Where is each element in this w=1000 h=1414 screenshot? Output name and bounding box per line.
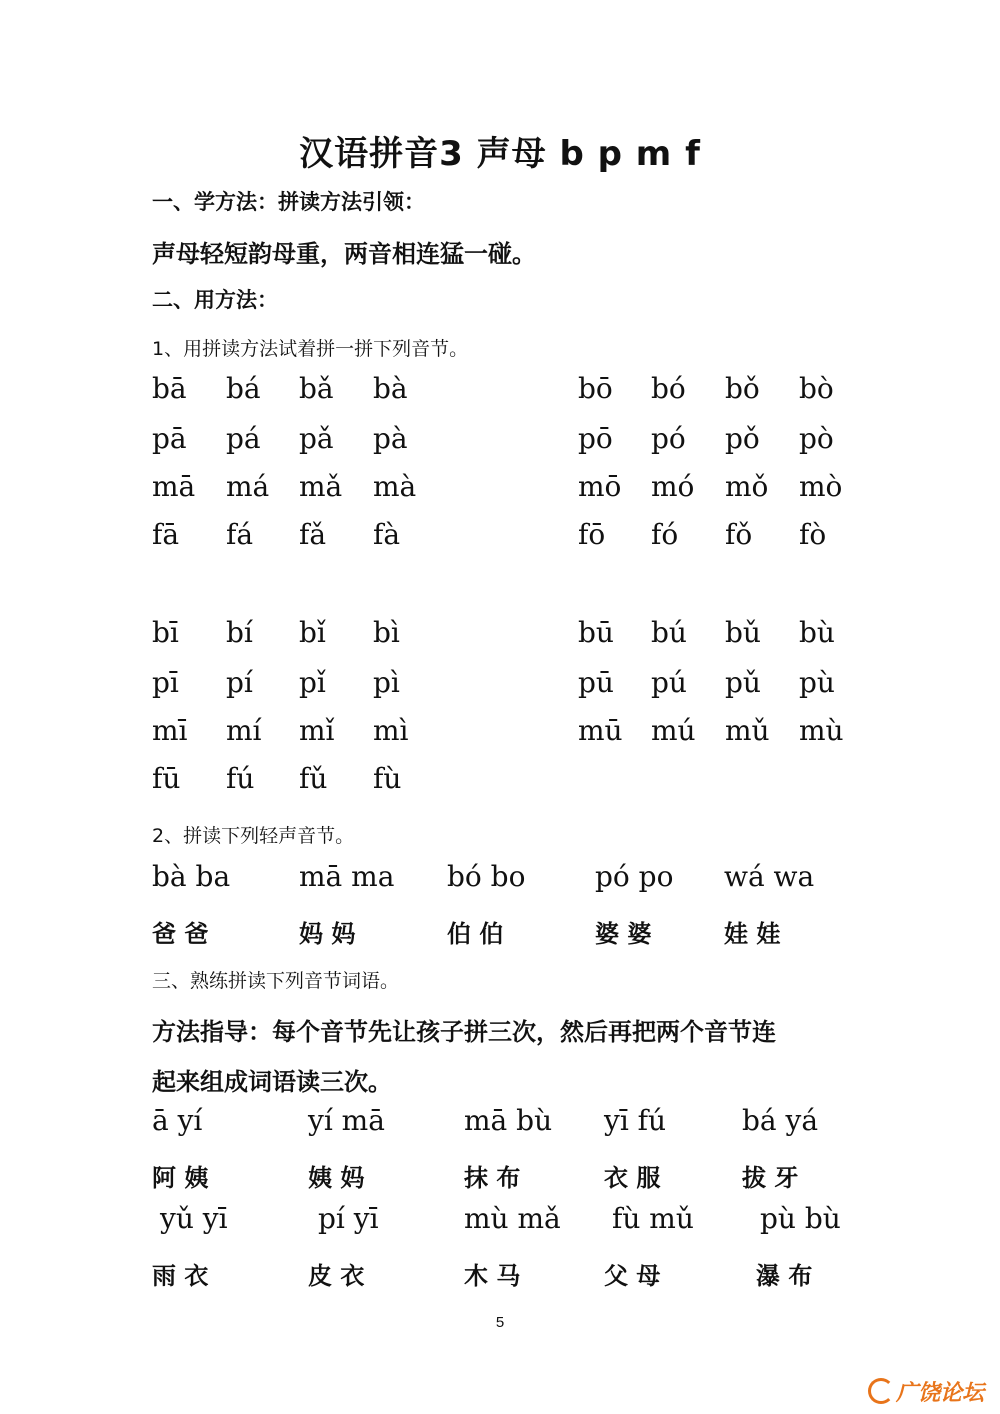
word-hanzi: 父 母	[604, 1262, 661, 1290]
word-hanzi: 拔 牙	[742, 1164, 799, 1192]
method-guide-line2: 起来组成词语读三次。	[152, 1068, 392, 1096]
syllable: pá	[226, 422, 261, 455]
syllable: bā	[152, 372, 187, 405]
syllable: pǎ	[299, 422, 334, 455]
neutral-pinyin: bó bo	[447, 860, 526, 893]
syllable: bò	[799, 372, 834, 405]
neutral-pinyin: wá wa	[724, 860, 815, 893]
syllable: bó	[651, 372, 686, 405]
syllable: pī	[152, 666, 179, 699]
syllable: mà	[373, 470, 417, 503]
word-pinyin: yǔ yī	[160, 1202, 228, 1235]
watermark	[868, 1376, 984, 1407]
syllable: bì	[373, 616, 400, 649]
neutral-hanzi: 婆 婆	[595, 920, 652, 948]
syllable: bà	[373, 372, 408, 405]
syllable: fǒ	[725, 518, 753, 551]
task2-instruction: 2、拼读下列轻声音节。	[152, 825, 355, 847]
word-pinyin: yī fú	[604, 1104, 667, 1137]
syllable: bí	[226, 616, 253, 649]
syllable: fǎ	[299, 518, 327, 551]
syllable: pí	[226, 666, 253, 699]
syllable: bō	[578, 372, 613, 405]
neutral-pinyin: bà ba	[152, 860, 231, 893]
syllable: mō	[578, 470, 622, 503]
syllable: bù	[799, 616, 835, 649]
word-hanzi: 阿 姨	[152, 1164, 209, 1192]
syllable: mī	[152, 714, 188, 747]
syllable: pō	[578, 422, 613, 455]
syllable: mū	[578, 714, 623, 747]
syllable: pū	[578, 666, 614, 699]
syllable: mā	[152, 470, 196, 503]
syllable: pò	[799, 422, 834, 455]
syllable: pì	[373, 666, 400, 699]
syllable: bǔ	[725, 616, 761, 649]
word-hanzi: 木 马	[464, 1262, 521, 1290]
syllable: pǐ	[299, 666, 326, 699]
syllable: pú	[651, 666, 687, 699]
syllable: mǐ	[299, 714, 335, 747]
word-hanzi: 皮 衣	[308, 1262, 365, 1290]
neutral-hanzi: 爸 爸	[152, 920, 209, 948]
neutral-hanzi: 娃 娃	[724, 920, 781, 948]
syllable: fù	[373, 762, 402, 795]
watermark-text: 广饶论坛	[896, 1381, 985, 1406]
syllable: pó	[651, 422, 686, 455]
word-hanzi: 雨 衣	[152, 1262, 209, 1290]
word-pinyin: pí yī	[318, 1202, 379, 1235]
syllable: mǔ	[725, 714, 770, 747]
neutral-hanzi: 妈 妈	[299, 920, 356, 948]
syllable: mò	[799, 470, 843, 503]
syllable: fǔ	[299, 762, 328, 795]
word-pinyin: mù mǎ	[464, 1202, 561, 1235]
syllable: mó	[651, 470, 695, 503]
word-hanzi: 姨 妈	[308, 1164, 365, 1192]
neutral-pinyin: pó po	[595, 860, 674, 893]
neutral-hanzi: 伯 伯	[447, 920, 504, 948]
section3-heading: 三、熟练拼读下列音节词语。	[152, 970, 400, 992]
syllable: mǎ	[299, 470, 343, 503]
syllable: fū	[152, 762, 181, 795]
syllable: mí	[226, 714, 262, 747]
syllable: bū	[578, 616, 614, 649]
syllable: fó	[651, 518, 679, 551]
page-title: 汉语拼音3 声母 b p m f	[299, 134, 701, 174]
syllable: mǒ	[725, 470, 769, 503]
syllable: pà	[373, 422, 408, 455]
syllable: pǒ	[725, 422, 760, 455]
syllable: fò	[799, 518, 827, 551]
syllable: bǒ	[725, 372, 760, 405]
syllable: bá	[226, 372, 261, 405]
word-pinyin: pù bù	[760, 1202, 841, 1235]
spelling-rule: 声母轻短韵母重，两音相连猛一碰。	[152, 240, 536, 268]
syllable: fú	[226, 762, 255, 795]
syllable: fà	[373, 518, 401, 551]
word-pinyin: mā bù	[464, 1104, 553, 1137]
word-pinyin: ā yí	[152, 1104, 203, 1137]
syllable: má	[226, 470, 270, 503]
syllable: fō	[578, 518, 606, 551]
task1-instruction: 1、用拼读方法试着拼一拼下列音节。	[152, 338, 469, 360]
neutral-pinyin: mā ma	[299, 860, 395, 893]
page-number: 5	[495, 1314, 505, 1331]
syllable: bī	[152, 616, 179, 649]
word-pinyin: bá yá	[742, 1104, 819, 1137]
syllable: fā	[152, 518, 180, 551]
syllable: pā	[152, 422, 187, 455]
syllable: bǐ	[299, 616, 326, 649]
syllable: mú	[651, 714, 696, 747]
section2-heading: 二、用方法：	[152, 288, 278, 312]
syllable: bǎ	[299, 372, 334, 405]
word-pinyin: yí mā	[308, 1104, 385, 1137]
syllable: fá	[226, 518, 254, 551]
section1-heading: 一、学方法：拼读方法引领：	[152, 190, 425, 214]
syllable: mù	[799, 714, 844, 747]
word-pinyin: fù mǔ	[612, 1202, 694, 1235]
word-hanzi: 瀑 布	[756, 1262, 813, 1290]
method-guide-line1: 方法指导：每个音节先让孩子拼三次，然后再把两个音节连	[152, 1018, 776, 1046]
syllable: bú	[651, 616, 687, 649]
syllable: pù	[799, 666, 835, 699]
syllable: mì	[373, 714, 409, 747]
watermark-logo-icon	[868, 1378, 894, 1404]
word-hanzi: 抹 布	[464, 1164, 521, 1192]
word-hanzi: 衣 服	[604, 1164, 661, 1192]
syllable: pǔ	[725, 666, 761, 699]
